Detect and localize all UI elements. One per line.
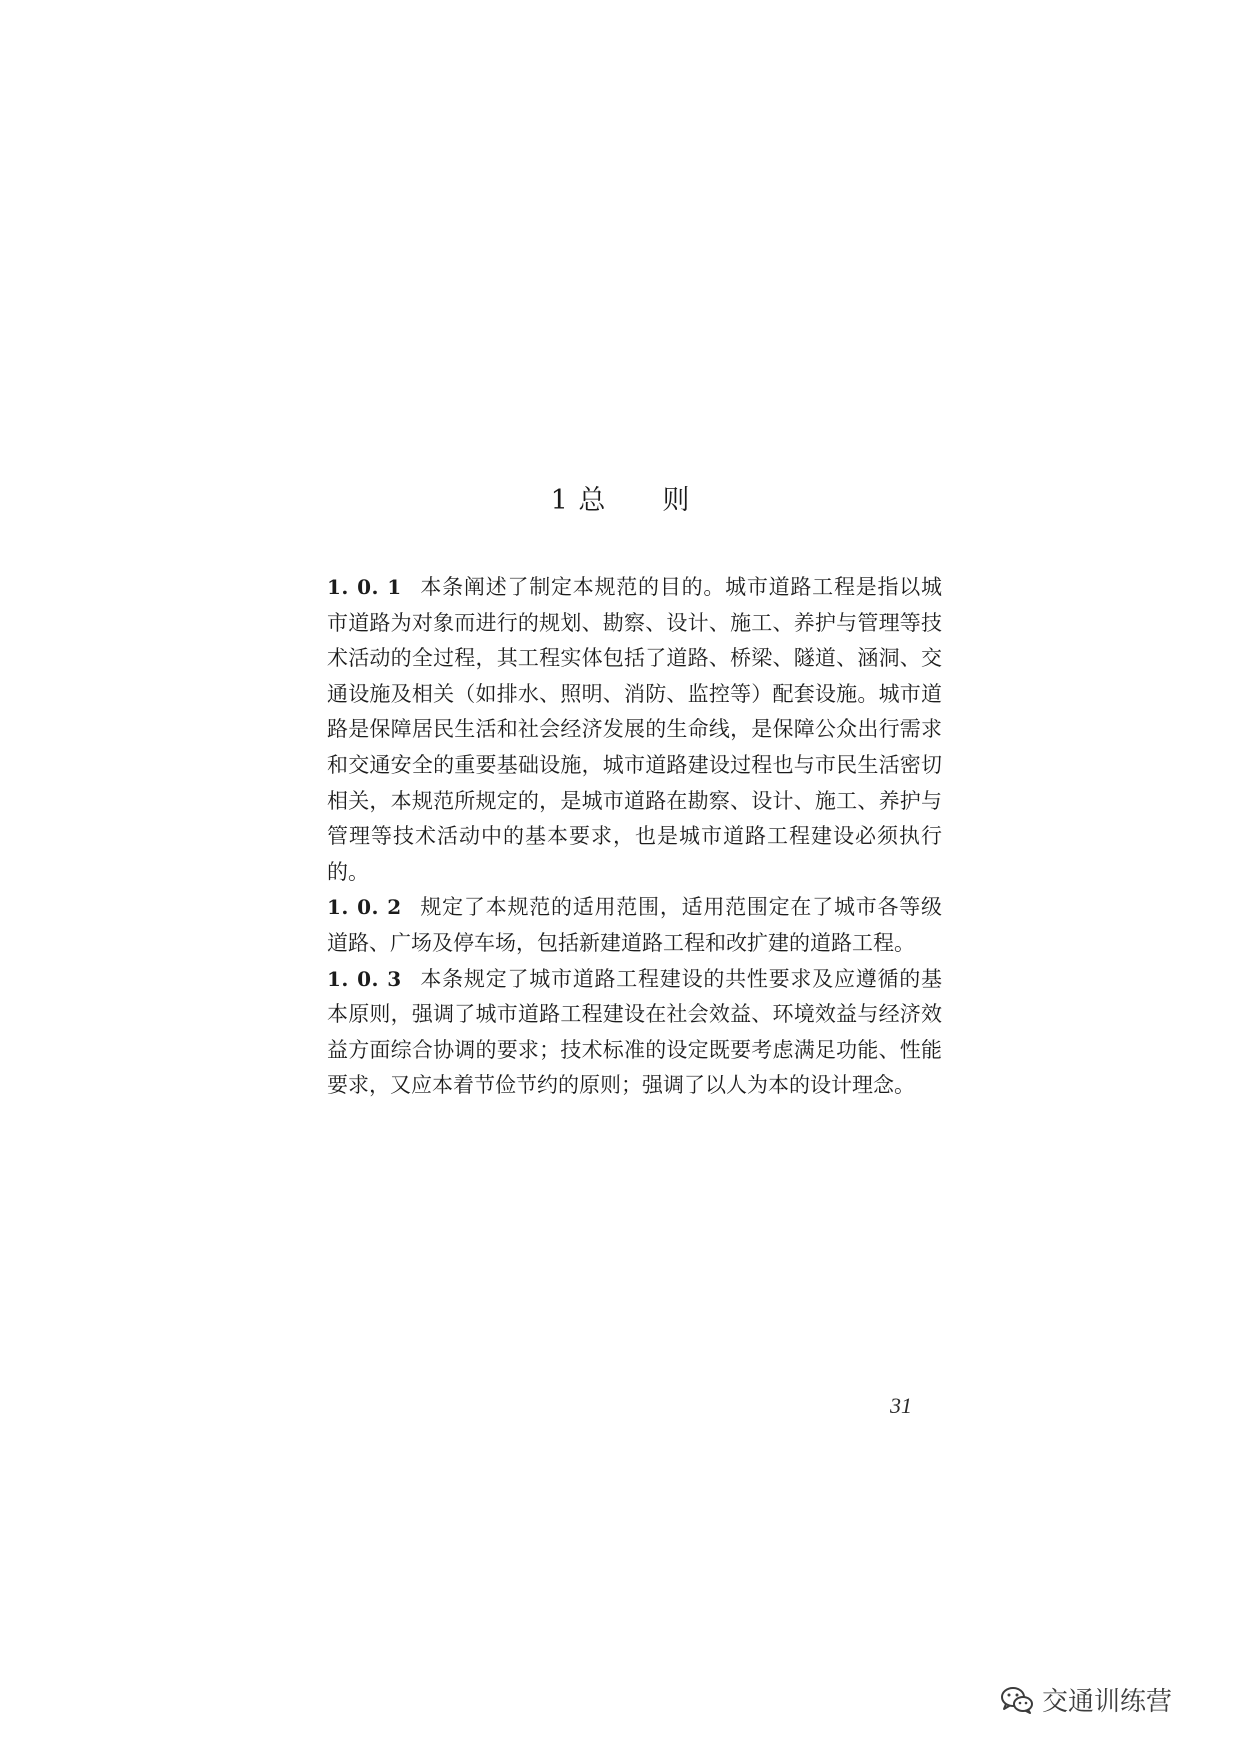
page-number: 31 xyxy=(890,1393,912,1418)
clause-1-0-3 xyxy=(327,962,942,1104)
clause-text: 本条阐述了制定本规范的目的。城市道路工程是指以城市道路为对象而进行的规划、勘察、设计、施工、养护与管理等技术活动的全过程，其工程实体包括了道路、桥梁、隧道、涵洞、交通设施及相关（如排水、照明、消防、监控等）配套设施。城市道路是保障居民生活和社会经济发展的生命线，是保障公众出行需求和交通安全的重要基础设施，城市道路建设过程也与市民生活密切相关，本规范所规定的，是城市道路在勘察、设计、施工、养护与管理等技术活动中的基本要求，也是城市道路工程建设必须执行的。 xyxy=(327,575,942,884)
wechat-icon xyxy=(1000,1686,1034,1714)
clause-text: 本条规定了城市道路工程建设的共性要求及应遵循的基本原则，强调了城市道路工程建设在社会效益、环境效益与经济效益方面综合协调的要求；技术标准的设定既要考虑满足功能、性能要求，又应本着节俭节约的原则；强调了以人为本的设计理念。 xyxy=(327,966,942,1098)
clause-number: 1. 0. 1 xyxy=(327,575,402,599)
clause-1-0-2 xyxy=(327,890,942,961)
clause-1-0-1 xyxy=(327,570,942,890)
clause-number: 1. 0. 2 xyxy=(327,895,402,920)
chapter-title: 1 总 则 xyxy=(550,485,691,516)
clause-text: 规定了本规范的适用范围，适用范围定在了城市各等级道路、广场及停车场，包括新建道路工程和改扩建的道路工程。 xyxy=(327,895,942,955)
clause-number: 1. 0. 3 xyxy=(327,966,402,991)
body-text xyxy=(327,570,942,1104)
watermark-text: 交通训练营 xyxy=(1042,1687,1173,1717)
watermark xyxy=(1000,1681,1172,1718)
